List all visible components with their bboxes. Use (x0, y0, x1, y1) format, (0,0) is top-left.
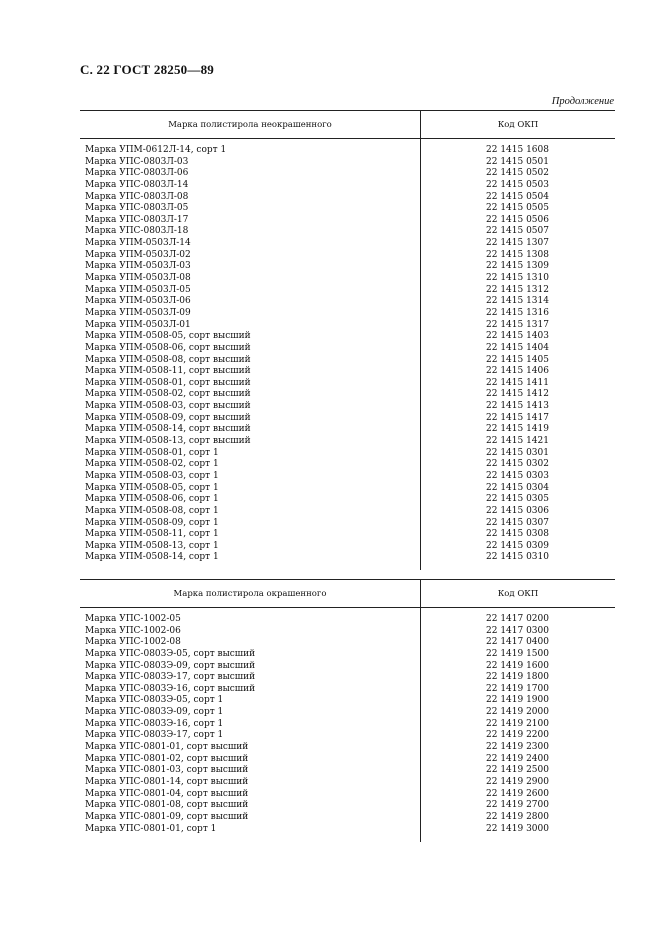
table-row (80, 413, 615, 425)
okp-code: 22 1419 2100 (486, 718, 549, 729)
grade-name: Марка УПМ-0508-03, сорт высший (85, 401, 251, 412)
table-row (80, 626, 615, 638)
table-row (80, 637, 615, 649)
table-row (80, 824, 615, 836)
okp-code: 22 1415 0310 (486, 552, 549, 563)
table-row (80, 754, 615, 766)
okp-code: 22 1415 1608 (486, 145, 549, 155)
table-row (80, 719, 615, 731)
table-row (80, 238, 615, 250)
grade-name: Марка УПС-0803Л-14 (85, 179, 189, 190)
okp-code: 22 1415 1404 (486, 342, 549, 353)
okp-code: 22 1415 0501 (486, 156, 549, 167)
okp-code: 22 1419 2700 (486, 800, 549, 811)
table-row (80, 684, 615, 696)
okp-code: 22 1415 0507 (486, 226, 549, 237)
table-body (80, 139, 615, 570)
table-row (80, 529, 615, 541)
grade-name: Марка УПС-0801-01, сорт 1 (85, 823, 217, 834)
okp-code: 22 1415 1413 (486, 401, 549, 412)
okp-code: 22 1415 1421 (486, 436, 549, 447)
grade-name: Марка УПС-0803Э-09, сорт 1 (85, 707, 224, 718)
okp-code: 22 1415 0304 (486, 482, 549, 493)
okp-code: 22 1415 0309 (486, 540, 549, 551)
grade-name: Марка УПМ-0508-08, сорт 1 (85, 505, 219, 516)
table-row (80, 483, 615, 495)
table-row (80, 355, 615, 367)
table-row (80, 730, 615, 742)
table-row (80, 649, 615, 661)
okp-code: 22 1415 1316 (486, 307, 549, 318)
okp-code: 22 1415 1403 (486, 331, 549, 342)
okp-code: 22 1415 0305 (486, 494, 549, 505)
table-row (80, 192, 615, 204)
table-row (80, 812, 615, 824)
table-header (80, 110, 615, 139)
grade-name: Марка УПС-0801-14, сорт высший (85, 776, 249, 787)
okp-code: 22 1419 2000 (486, 707, 549, 718)
table-row (80, 506, 615, 518)
table-row (80, 378, 615, 390)
okp-code: 22 1415 1419 (486, 424, 549, 435)
grade-name: Марка УПМ-0503Л-05 (85, 284, 191, 295)
table-row (80, 343, 615, 355)
table-row (80, 471, 615, 483)
table-row (80, 331, 615, 343)
okp-code: 22 1415 1310 (486, 273, 549, 284)
table-row (80, 765, 615, 777)
okp-code: 22 1415 1307 (486, 238, 549, 249)
grade-name: Марка УПМ-0508-11, сорт 1 (85, 529, 219, 540)
colored-polystyrene-table (80, 579, 615, 842)
grade-name: Марка УПМ-0508-03, сорт 1 (85, 470, 219, 481)
table-row (80, 320, 615, 332)
grade-name: Марка УПС-0803Э-17, сорт 1 (85, 730, 224, 741)
okp-code: 22 1415 0307 (486, 517, 549, 528)
grade-name: Марка УПС-0803Э-16, сорт 1 (85, 718, 224, 729)
okp-code: 22 1415 1417 (486, 412, 549, 423)
table-row (80, 308, 615, 320)
okp-code: 22 1415 1412 (486, 389, 549, 400)
table-row (80, 661, 615, 673)
column-header-grade: Марка полистирола неокрашенного (80, 111, 421, 138)
grade-name: Марка УПМ-0508-09, сорт 1 (85, 517, 219, 528)
table-row (80, 494, 615, 506)
grade-name: Марка УПС-1002-06 (85, 625, 181, 636)
table-row (80, 614, 615, 626)
column-header-okp-code: Код ОКП (497, 119, 539, 130)
okp-code: 22 1415 0302 (486, 459, 549, 470)
okp-code: 22 1415 0308 (486, 529, 549, 540)
grade-name: Марка УПМ-0508-09, сорт высший (85, 412, 251, 423)
grade-name: Марка УПМ-0503Л-09 (85, 307, 191, 318)
grade-name: Марка УПС-0803Э-17, сорт высший (85, 672, 256, 683)
okp-code: 22 1415 1312 (486, 284, 549, 295)
okp-code: 22 1419 1700 (486, 683, 549, 694)
table-row (80, 436, 615, 448)
table-row (80, 157, 615, 169)
okp-code: 22 1415 1314 (486, 296, 549, 307)
column-header-grade: Марка полистирола окрашенного (80, 580, 421, 607)
table-row (80, 800, 615, 812)
okp-code: 22 1415 0301 (486, 447, 549, 458)
okp-code: 22 1415 1308 (486, 249, 549, 260)
grade-name: Марка УПМ-0503Л-06 (85, 296, 191, 307)
table-row (80, 203, 615, 215)
grade-name: Марка УПС-0801-09, сорт высший (85, 811, 249, 822)
grade-name: Марка УПС-0803Э-05, сорт 1 (85, 695, 224, 706)
grade-name: Марка УПС-0801-02, сорт высший (85, 753, 249, 764)
grade-name: Марка УПС-0803Л-03 (85, 156, 189, 167)
okp-code: 22 1419 1900 (486, 695, 549, 706)
okp-code: 22 1415 1411 (486, 377, 549, 388)
grade-name: Марка УПС-1002-08 (85, 637, 181, 648)
page-header: С. 22 ГОСТ 28250—89 (80, 62, 214, 77)
table-row (80, 552, 615, 564)
table-row (80, 389, 615, 401)
okp-code: 22 1415 0303 (486, 470, 549, 481)
okp-code: 22 1415 0506 (486, 214, 549, 225)
uncolored-polystyrene-table (80, 110, 615, 570)
continuation-label: Продолжение (551, 96, 614, 107)
table-row (80, 296, 615, 308)
table-row (80, 261, 615, 273)
table-row (80, 250, 615, 262)
grade-name: Марка УПС-0801-03, сорт высший (85, 765, 249, 776)
grade-name: Марка УПМ-0508-13, сорт высший (85, 436, 251, 447)
okp-code: 22 1419 1800 (486, 672, 549, 683)
table-row (80, 180, 615, 192)
grade-name: Марка УПС-0803Л-05 (85, 203, 189, 214)
grade-name: Марка УПМ-0508-02, сорт 1 (85, 459, 219, 470)
grade-name: Марка УПМ-0503Л-08 (85, 273, 191, 284)
okp-code: 22 1419 3000 (486, 823, 549, 834)
okp-code: 22 1415 1317 (486, 319, 549, 330)
table-row (80, 789, 615, 801)
grade-name: Марка УПМ-0508-05, сорт 1 (85, 482, 219, 493)
grade-name: Марка УПМ-0508-14, сорт 1 (85, 552, 219, 563)
grade-name: Марка УПС-0803Э-05, сорт высший (85, 648, 256, 659)
okp-code: 22 1415 0503 (486, 179, 549, 190)
okp-code: 22 1419 2900 (486, 776, 549, 787)
table-row (80, 273, 615, 285)
grade-name: Марка УПМ-0508-01, сорт 1 (85, 447, 219, 458)
grade-name: Марка УПС-0803Л-18 (85, 226, 189, 237)
grade-name: Марка УПМ-0503Л-02 (85, 249, 191, 260)
table-row (80, 215, 615, 227)
table-row (80, 541, 615, 553)
grade-name: Марка УПС-0801-01, сорт высший (85, 742, 249, 753)
okp-code: 22 1419 2400 (486, 753, 549, 764)
grade-name: Марка УПС-0803Э-16, сорт высший (85, 683, 256, 694)
grade-name: Марка УПМ-0503Л-01 (85, 319, 191, 330)
okp-code: 22 1415 0306 (486, 505, 549, 516)
table-row (80, 401, 615, 413)
grade-name: Марка УПМ-0508-06, сорт 1 (85, 494, 219, 505)
table-row (80, 777, 615, 789)
okp-code: 22 1419 1600 (486, 660, 549, 671)
grade-name: Марка УПМ-0503Л-03 (85, 261, 191, 272)
table-row (80, 707, 615, 719)
grade-name: Марка УПМ-0503Л-14 (85, 238, 191, 249)
table-row (80, 424, 615, 436)
grade-name: Марка УПМ-0508-05, сорт высший (85, 331, 251, 342)
table-rows (80, 614, 615, 835)
grade-name: Марка УПМ-0508-13, сорт 1 (85, 540, 219, 551)
okp-code: 22 1415 0504 (486, 191, 549, 202)
grade-name: Марка УПМ-0612Л-14, сорт 1 (85, 145, 227, 155)
table-row (80, 145, 615, 157)
grade-name: Марка УПС-0803Л-06 (85, 168, 189, 179)
okp-code: 22 1415 1405 (486, 354, 549, 365)
okp-code: 22 1415 1406 (486, 366, 549, 377)
table-rows (80, 145, 615, 564)
grade-name: Марка УПМ-0508-06, сорт высший (85, 342, 251, 353)
okp-code: 22 1417 0300 (486, 625, 549, 636)
okp-code: 22 1415 1309 (486, 261, 549, 272)
grade-name: Марка УПС-0803Л-17 (85, 214, 189, 225)
grade-name: Марка УПС-1002-05 (85, 614, 181, 624)
table-row (80, 459, 615, 471)
okp-code: 22 1419 2200 (486, 730, 549, 741)
table-body (80, 608, 615, 842)
grade-name: Марка УПМ-0508-08, сорт высший (85, 354, 251, 365)
table-row (80, 168, 615, 180)
table-row (80, 366, 615, 378)
table-row (80, 742, 615, 754)
grade-name: Марка УПМ-0508-14, сорт высший (85, 424, 251, 435)
okp-code: 22 1415 0502 (486, 168, 549, 179)
table-row (80, 448, 615, 460)
okp-code: 22 1417 0200 (486, 614, 549, 624)
okp-code: 22 1415 0505 (486, 203, 549, 214)
grade-name: Марка УПМ-0508-01, сорт высший (85, 377, 251, 388)
column-header-okp-code: Код ОКП (497, 588, 539, 599)
table-row (80, 672, 615, 684)
okp-code: 22 1419 2500 (486, 765, 549, 776)
okp-code: 22 1417 0400 (486, 637, 549, 648)
okp-code: 22 1419 2800 (486, 811, 549, 822)
grade-name: Марка УПС-0801-04, сорт высший (85, 788, 249, 799)
grade-name: Марка УПС-0803Э-09, сорт высший (85, 660, 256, 671)
table-row (80, 226, 615, 238)
table-row (80, 695, 615, 707)
okp-code: 22 1419 2300 (486, 742, 549, 753)
grade-name: Марка УПМ-0508-11, сорт высший (85, 366, 251, 377)
table-row (80, 285, 615, 297)
table-header (80, 579, 615, 608)
okp-code: 22 1419 1500 (486, 648, 549, 659)
table-row (80, 518, 615, 530)
grade-name: Марка УПС-0803Л-08 (85, 191, 189, 202)
okp-code: 22 1419 2600 (486, 788, 549, 799)
grade-name: Марка УПМ-0508-02, сорт высший (85, 389, 251, 400)
grade-name: Марка УПС-0801-08, сорт высший (85, 800, 249, 811)
